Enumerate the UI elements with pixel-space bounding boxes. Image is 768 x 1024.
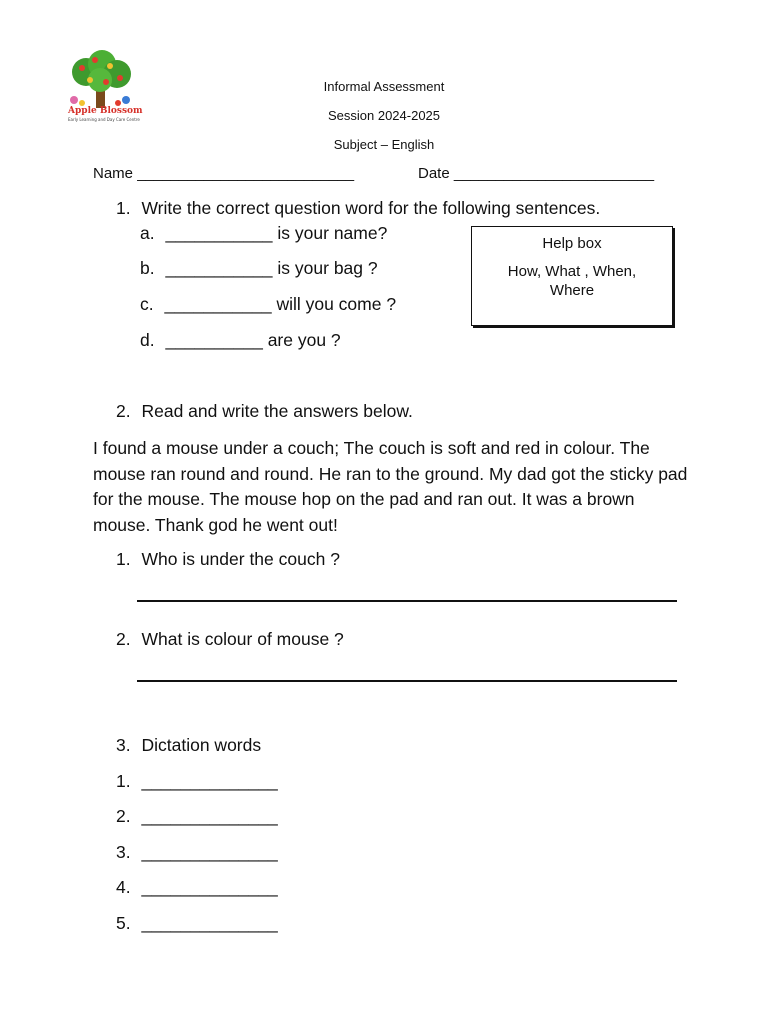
dictation-item [116,913,278,934]
q1-item-letter: c. [140,294,154,314]
q1-prompt [116,198,600,219]
q1-number: 1. [116,198,131,218]
dictation-item [116,842,278,863]
q1-item [140,223,387,244]
q2-text: Read and write the answers below. [141,401,413,421]
question-number: 2. [116,629,131,649]
comprehension-question [116,549,340,570]
help-box [471,226,673,326]
q1-item-letter: b. [140,258,155,278]
dictation-number: 5. [116,913,131,933]
name-field[interactable] [93,165,354,182]
date-label: Date [418,165,450,182]
q1-item [140,330,341,351]
dictation-number: 3. [116,842,131,862]
subject-label: Subject – English [333,137,435,152]
dictation-blank[interactable]: ______________ [141,913,278,933]
q3-number: 3. [116,735,131,755]
q1-item-blank[interactable]: __________ [165,330,263,350]
q1-item-text: will you come ? [276,294,397,314]
q1-item-blank[interactable]: ___________ [164,294,272,314]
q2-number: 2. [116,401,131,421]
q1-item [140,258,378,279]
date-blank[interactable]: ________________________ [453,165,655,182]
dictation-number: 4. [116,877,131,897]
question-number: 1. [116,549,131,569]
q1-item-letter: d. [140,330,155,350]
dictation-blank[interactable]: ______________ [141,771,278,791]
question-text: What is colour of mouse ? [141,629,344,649]
logo-brand: Apple Blossom [68,106,143,116]
q1-item-text: is your bag ? [277,258,378,278]
dictation-item [116,806,278,827]
help-box-title: Help box [542,235,602,252]
dictation-blank[interactable]: ______________ [141,877,278,897]
dictation-blank[interactable]: ______________ [141,842,278,862]
q1-item-text: is your name? [277,223,388,243]
dictation-number: 2. [116,806,131,826]
answer-line[interactable] [137,600,677,602]
q1-item-blank[interactable]: ___________ [165,223,273,243]
assessment-title: Informal Assessment [323,79,445,94]
help-box-words: Where [549,282,595,299]
question-text: Who is under the couch ? [141,549,340,569]
q1-item-blank[interactable]: ___________ [165,258,273,278]
comprehension-question [116,629,344,650]
q3-text: Dictation words [141,735,262,755]
q1-item-letter: a. [140,223,155,243]
q1-text: Write the correct question word for the following sentences. [141,198,601,218]
q3-prompt [116,735,261,756]
q1-item [140,294,396,315]
dictation-blank[interactable]: ______________ [141,806,278,826]
date-field[interactable] [418,165,654,182]
name-blank[interactable]: __________________________ [137,165,355,182]
dictation-item [116,877,278,898]
dictation-number: 1. [116,771,131,791]
reading-passage: I found a mouse under a couch; The couch is soft and red in colour. The mouse ran round and round. He ran to the ground. My dad got the sticky pad for the mouse. The mouse hop on the pad and ran out. It was a brown mouse. Thank god he went out! [93,438,688,535]
q2-prompt [116,401,413,422]
session-label: Session 2024-2025 [327,108,441,123]
help-box-words: How, What , When, [507,263,637,280]
dictation-item [116,771,278,792]
answer-line[interactable] [137,680,677,682]
name-label: Name [93,165,134,182]
q1-item-text: are you ? [267,330,341,350]
logo-tagline: Early Learning and Day Care Centre [68,117,140,122]
